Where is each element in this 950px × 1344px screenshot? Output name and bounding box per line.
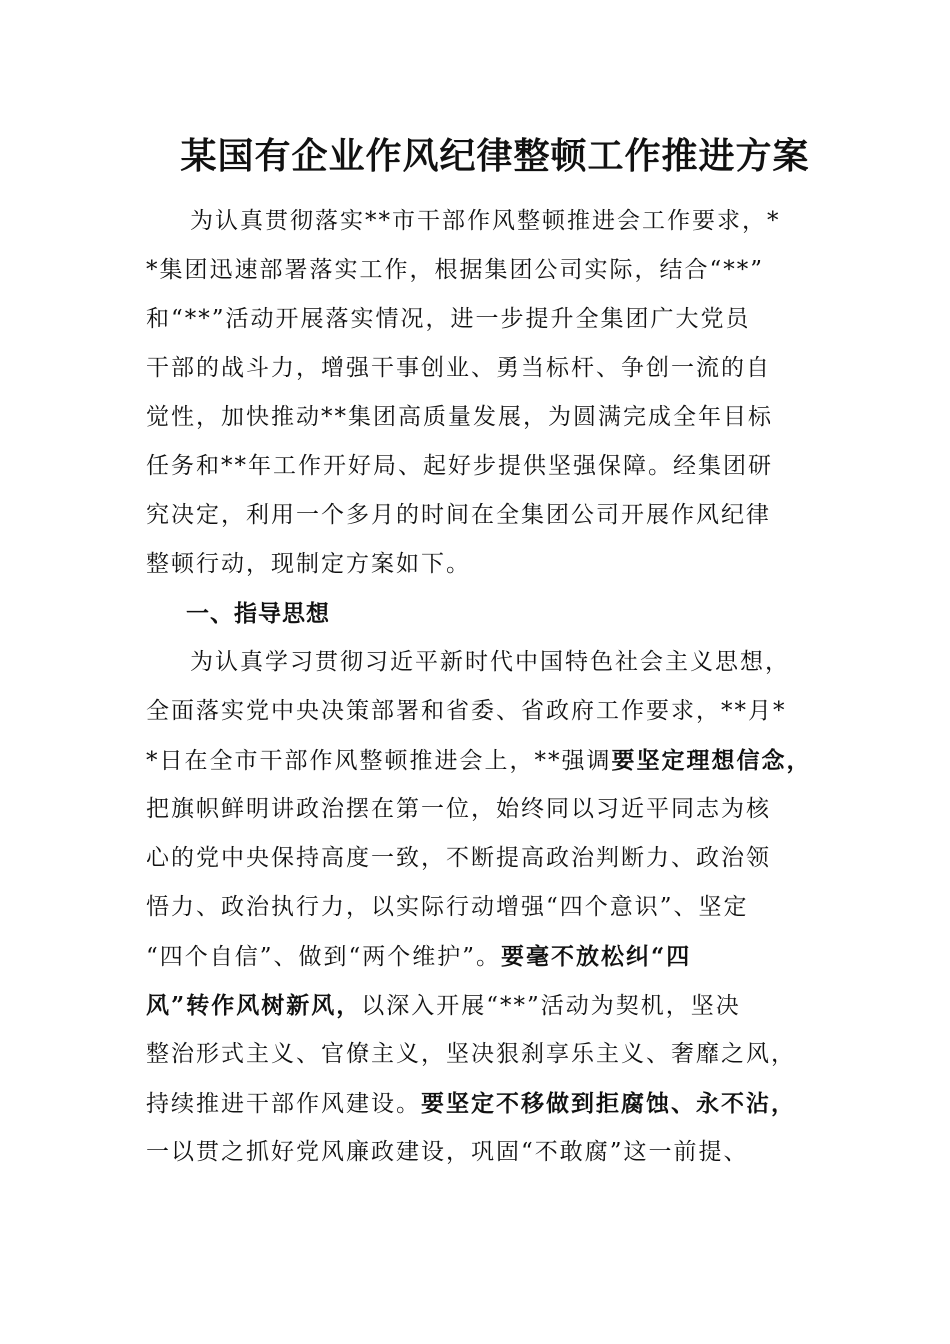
document-body — [146, 197, 812, 1177]
section-line: 为认真学习贯彻习近平新时代中国特色社会主义思想， — [190, 649, 790, 675]
line-text: 持续推进干部作风建设。 — [146, 1091, 421, 1117]
intro-line: 整顿行动，现制定方案如下。 — [146, 551, 471, 577]
line-text: *日在全市干部作风整顿推进会上，**强调 — [146, 748, 612, 774]
line-text: 以深入开展“**”活动为契机，坚决 — [361, 993, 741, 1019]
section-line: 一以贯之抓好党风廉政建设，巩固“不敢腐”这一前提、 — [146, 1139, 749, 1165]
intro-line: 究决定，利用一个多月的时间在全集团公司开展作风纪律 — [146, 502, 771, 528]
emphasis-text: 要坚定不移做到拒腐蚀、永不沾， — [421, 1090, 796, 1117]
section-line — [146, 736, 812, 785]
section-line: 心的党中央保持高度一致，不断提高政治判断力、政治领 — [146, 845, 771, 871]
emphasis-text: 风”转作风树新风， — [146, 992, 362, 1019]
intro-line: 为认真贯彻落实**市干部作风整顿推进会工作要求，* — [190, 208, 781, 234]
section-heading: 一、指导思想 — [186, 600, 330, 627]
section-line — [146, 932, 806, 981]
section-line: 悟力、政治执行力，以实际行动增强“四个意识”、坚定 — [146, 894, 749, 920]
line-text: “四个自信”、做到“两个维护”。 — [146, 944, 502, 970]
emphasis-text: 要坚定理想信念， — [611, 747, 812, 774]
document-title: 某国有企业作风纪律整顿工作推进方案 — [180, 135, 810, 177]
intro-line: 和“**”活动开展落实情况，进一步提升全集团广大党员 — [146, 306, 751, 332]
section-line: 把旗帜鲜明讲政治摆在第一位，始终同以习近平同志为核 — [146, 796, 771, 822]
section-line — [146, 1079, 806, 1128]
intro-line: 觉性，加快推动**集团高质量发展，为圆满完成全年目标 — [146, 404, 773, 430]
section-line — [146, 981, 806, 1030]
emphasis-text: 要毫不放松纠“四 — [501, 943, 692, 970]
section-line: 全面落实党中央决策部署和省委、省政府工作要求，**月* — [146, 698, 787, 724]
section-line: 整治形式主义、官僚主义，坚决狠刹享乐主义、奢靡之风， — [146, 1041, 796, 1067]
intro-line: *集团迅速部署落实工作，根据集团公司实际，结合“**” — [146, 257, 765, 283]
intro-line: 干部的战斗力，增强干事创业、勇当标杆、争创一流的自 — [146, 355, 771, 381]
intro-line: 任务和**年工作开好局、起好步提供坚强保障。经集团研 — [146, 453, 773, 479]
